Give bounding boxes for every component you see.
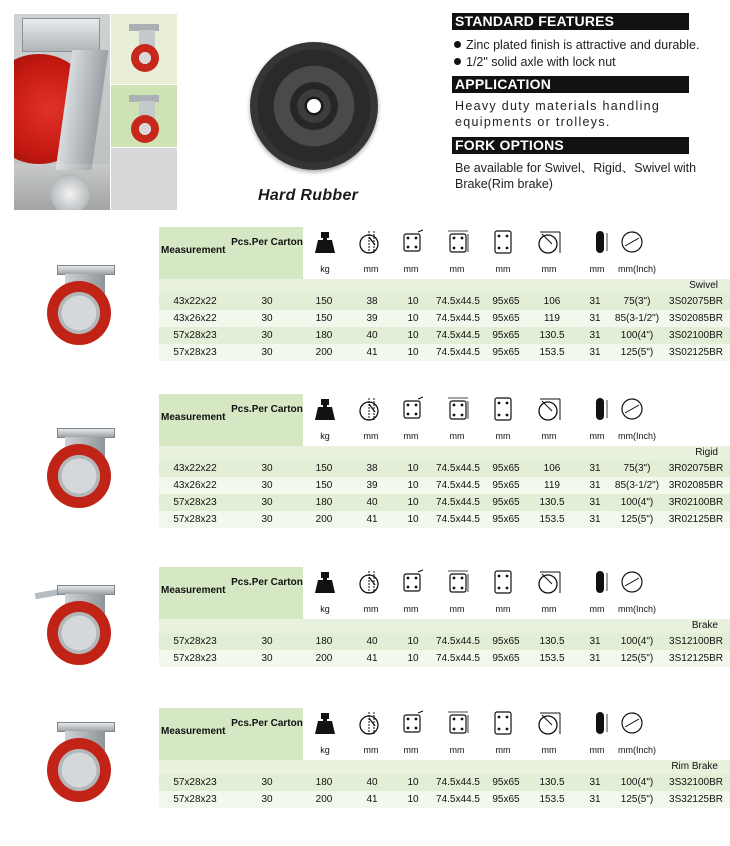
cell-overall-height-mm: 153.5 (539, 794, 565, 805)
cell-overall-height-mm: 130.5 (539, 330, 565, 341)
load-weight-icon (311, 396, 339, 422)
overall-height-icon (537, 229, 565, 255)
pcs-per-carton-header: Pcs.Per Carton (231, 718, 303, 729)
cell-load-kg: 150 (315, 480, 333, 491)
cell-wheel-diameter: 85(3-1/2") (614, 313, 660, 324)
cell-overall-height-mm: 153.5 (539, 347, 565, 358)
cell-top-plate-mm: 74.5x44.5 (436, 514, 480, 525)
offset-icon (357, 396, 385, 422)
table-row (159, 344, 730, 361)
cell-top-plate-mm: 74.5x44.5 (436, 296, 480, 307)
unit-mm-inch: mm(Inch) (618, 264, 656, 274)
caster-type-label: Brake (691, 620, 718, 631)
unit-mm: mm (363, 431, 379, 441)
unit-mm: mm (363, 264, 379, 274)
cell-offset-mm: 41 (366, 653, 378, 664)
measurement-header: Measurement (161, 245, 226, 256)
bolt-hole-icon (399, 710, 427, 736)
unit-mm: mm (541, 264, 557, 274)
table-row (159, 633, 730, 650)
cell-bolt-spacing-mm: 95x65 (492, 330, 520, 341)
cell-bolt-spacing-mm: 95x65 (492, 480, 520, 491)
load-weight-icon (311, 569, 339, 595)
header-cell-pcs (231, 567, 303, 619)
table-row (159, 327, 730, 344)
cell-measurement: 43x22x22 (173, 296, 217, 307)
cell-bolt-hole-mm: 10 (407, 296, 419, 307)
top-plate-icon (489, 396, 517, 422)
cell-overall-height-mm: 130.5 (539, 636, 565, 647)
cell-offset-mm: 39 (366, 480, 378, 491)
unit-kg: kg (320, 264, 330, 274)
cell-wheel-width-mm: 31 (589, 347, 601, 358)
cell-pcs-per-carton: 30 (261, 480, 273, 491)
top-plate-icon (489, 569, 517, 595)
cell-wheel-width-mm: 31 (589, 636, 601, 647)
cell-bolt-hole-mm: 10 (407, 463, 419, 474)
unit-mm: mm (589, 745, 605, 755)
cell-wheel-width-mm: 31 (589, 313, 601, 324)
cell-top-plate-mm: 74.5x44.5 (436, 330, 480, 341)
unit-mm: mm (403, 264, 419, 274)
cell-bolt-spacing-mm: 95x65 (492, 463, 520, 474)
unit-kg: kg (320, 745, 330, 755)
type-row (159, 279, 730, 293)
cell-pcs-per-carton: 30 (261, 463, 273, 474)
cell-bolt-hole-mm: 10 (407, 480, 419, 491)
bolt-spacing-icon (445, 569, 473, 595)
cell-top-plate-mm: 74.5x44.5 (436, 497, 480, 508)
unit-mm: mm (449, 745, 465, 755)
unit-mm: mm (541, 431, 557, 441)
pcs-per-carton-header: Pcs.Per Carton (231, 404, 303, 415)
cell-measurement: 57x28x23 (173, 514, 217, 525)
cell-offset-mm: 40 (366, 497, 378, 508)
unit-mm: mm (449, 264, 465, 274)
cell-offset-mm: 38 (366, 296, 378, 307)
cell-overall-height-mm: 130.5 (539, 497, 565, 508)
cell-measurement: 57x28x23 (173, 794, 217, 805)
cell-overall-height-mm: 119 (544, 313, 560, 324)
wheel-width-icon (587, 396, 615, 422)
cell-pcs-per-carton: 30 (261, 313, 273, 324)
unit-mm-inch: mm(Inch) (618, 431, 656, 441)
unit-mm-inch: mm(Inch) (618, 745, 656, 755)
cell-item-code: 3S12125BR (669, 653, 723, 664)
pcs-per-carton-header: Pcs.Per Carton (231, 237, 303, 248)
cell-measurement: 43x26x22 (173, 313, 217, 324)
table-row (159, 774, 730, 791)
cell-top-plate-mm: 74.5x44.5 (436, 347, 480, 358)
table-row (159, 477, 730, 494)
cell-load-kg: 200 (315, 514, 333, 525)
table-row (159, 791, 730, 808)
load-weight-icon (311, 710, 339, 736)
offset-icon (357, 569, 385, 595)
wheel-width-icon (587, 229, 615, 255)
unit-mm: mm (449, 431, 465, 441)
standard-features-heading: STANDARD FEATURES (452, 13, 689, 30)
cell-wheel-diameter: 125(5") (620, 514, 654, 525)
cell-load-kg: 150 (315, 313, 333, 324)
cell-load-kg: 200 (315, 653, 333, 664)
cell-item-code: 3R02085BR (668, 480, 724, 491)
cell-measurement: 43x22x22 (173, 463, 217, 474)
caster-hub-thumbnail (111, 148, 177, 210)
overall-height-icon (537, 710, 565, 736)
cell-measurement: 57x28x23 (173, 777, 217, 788)
swivel-caster-photo (35, 265, 131, 345)
cell-measurement: 57x28x23 (173, 347, 217, 358)
unit-mm: mm (541, 745, 557, 755)
bolt-hole-icon (399, 229, 427, 255)
cell-measurement: 57x28x23 (173, 636, 217, 647)
cell-wheel-diameter: 100(4") (620, 777, 654, 788)
caster-thumbnail-green (111, 85, 177, 147)
cell-item-code: 3R02125BR (668, 514, 724, 525)
cell-wheel-diameter: 100(4") (620, 330, 654, 341)
cell-bolt-hole-mm: 10 (407, 514, 419, 525)
cell-bolt-spacing-mm: 95x65 (492, 514, 520, 525)
cell-item-code: 3S32125BR (669, 794, 723, 805)
unit-mm: mm (403, 431, 419, 441)
cell-bolt-hole-mm: 10 (407, 313, 419, 324)
cell-bolt-spacing-mm: 95x65 (492, 636, 520, 647)
cell-wheel-width-mm: 31 (589, 794, 601, 805)
cell-top-plate-mm: 74.5x44.5 (436, 653, 480, 664)
unit-mm: mm (589, 604, 605, 614)
wheel-width-icon (587, 569, 615, 595)
table-row (159, 460, 730, 477)
offset-icon (357, 710, 385, 736)
cell-offset-mm: 40 (366, 777, 378, 788)
unit-mm: mm (541, 604, 557, 614)
brake-caster-photo (35, 585, 131, 665)
cell-pcs-per-carton: 30 (261, 777, 273, 788)
cell-pcs-per-carton: 30 (261, 347, 273, 358)
spec-table (159, 394, 730, 528)
cell-bolt-hole-mm: 10 (407, 347, 419, 358)
bolt-spacing-icon (445, 710, 473, 736)
caster-type-label: Swivel (689, 280, 718, 291)
cell-wheel-width-mm: 31 (589, 463, 601, 474)
cell-overall-height-mm: 153.5 (539, 514, 565, 525)
bolt-spacing-icon (445, 229, 473, 255)
cell-wheel-diameter: 125(5") (620, 347, 654, 358)
feature-item: 1/2" solid axle with lock nut (454, 55, 616, 69)
unit-mm: mm (495, 431, 511, 441)
feature-item: Zinc plated finish is attractive and durable. (454, 38, 699, 52)
wheel-diameter-icon (619, 710, 647, 736)
wheel-caption: Hard Rubber (258, 187, 359, 204)
measurement-header: Measurement (161, 585, 226, 596)
unit-mm: mm (495, 264, 511, 274)
cell-top-plate-mm: 74.5x44.5 (436, 636, 480, 647)
cell-top-plate-mm: 74.5x44.5 (436, 777, 480, 788)
type-row (159, 619, 730, 633)
cell-item-code: 3R02075BR (668, 463, 724, 474)
overall-height-icon (537, 569, 565, 595)
application-heading: APPLICATION (452, 76, 689, 93)
cell-wheel-width-mm: 31 (589, 497, 601, 508)
cell-bolt-hole-mm: 10 (407, 497, 419, 508)
caster-type-label: Rim Brake (671, 761, 718, 772)
cell-overall-height-mm: 106 (543, 296, 561, 307)
cell-pcs-per-carton: 30 (261, 330, 273, 341)
cell-wheel-diameter: 100(4") (620, 636, 654, 647)
cell-offset-mm: 38 (366, 463, 378, 474)
cell-top-plate-mm: 74.5x44.5 (436, 480, 480, 491)
cell-bolt-spacing-mm: 95x65 (492, 347, 520, 358)
cell-load-kg: 150 (315, 296, 333, 307)
cell-load-kg: 180 (315, 777, 333, 788)
unit-mm: mm (363, 745, 379, 755)
cell-measurement: 43x26x22 (173, 480, 217, 491)
cell-measurement: 57x28x23 (173, 330, 217, 341)
cell-wheel-width-mm: 31 (589, 296, 601, 307)
cell-wheel-diameter: 100(4") (620, 497, 654, 508)
table-row (159, 310, 730, 327)
bolt-spacing-icon (445, 396, 473, 422)
cell-offset-mm: 39 (366, 313, 378, 324)
type-row (159, 446, 730, 460)
load-weight-icon (311, 229, 339, 255)
rigid-caster-photo (35, 428, 131, 508)
cell-measurement: 57x28x23 (173, 497, 217, 508)
cell-item-code: 3S02100BR (669, 330, 723, 341)
unit-mm: mm (589, 431, 605, 441)
cell-load-kg: 180 (315, 497, 333, 508)
rim-brake-caster-photo (35, 722, 131, 814)
cell-overall-height-mm: 130.5 (539, 777, 565, 788)
cell-overall-height-mm: 106 (543, 463, 561, 474)
spec-table (159, 227, 730, 361)
cell-item-code: 3R02100BR (668, 497, 724, 508)
spec-table (159, 567, 730, 667)
cell-pcs-per-carton: 30 (261, 514, 273, 525)
cell-item-code: 3S02085BR (669, 313, 723, 324)
cell-top-plate-mm: 74.5x44.5 (436, 463, 480, 474)
wheel-width-icon (587, 710, 615, 736)
cell-pcs-per-carton: 30 (261, 296, 273, 307)
unit-mm: mm (495, 745, 511, 755)
bolt-hole-icon (399, 396, 427, 422)
cell-wheel-diameter: 75(3") (623, 463, 651, 474)
unit-kg: kg (320, 431, 330, 441)
cell-top-plate-mm: 74.5x44.5 (436, 794, 480, 805)
cell-item-code: 3S02075BR (669, 296, 723, 307)
cell-bolt-spacing-mm: 95x65 (492, 777, 520, 788)
hard-rubber-wheel-image (250, 42, 378, 170)
header-cell-pcs (231, 708, 303, 760)
cell-bolt-spacing-mm: 95x65 (492, 296, 520, 307)
application-text: Heavy duty materials handling equipments or trolleys. (455, 99, 661, 129)
cell-bolt-hole-mm: 10 (407, 777, 419, 788)
table-row (159, 494, 730, 511)
unit-mm-inch: mm(Inch) (618, 604, 656, 614)
cell-wheel-width-mm: 31 (589, 330, 601, 341)
overall-height-icon (537, 396, 565, 422)
measurement-header: Measurement (161, 412, 226, 423)
spec-table (159, 708, 730, 808)
unit-mm: mm (449, 604, 465, 614)
cell-bolt-hole-mm: 10 (407, 794, 419, 805)
cell-offset-mm: 41 (366, 794, 378, 805)
unit-kg: kg (320, 604, 330, 614)
cell-load-kg: 200 (315, 347, 333, 358)
unit-mm: mm (403, 745, 419, 755)
caster-type-label: Rigid (695, 447, 718, 458)
table-row (159, 650, 730, 667)
unit-mm: mm (495, 604, 511, 614)
cell-wheel-width-mm: 31 (589, 514, 601, 525)
table-row (159, 293, 730, 310)
cell-offset-mm: 40 (366, 636, 378, 647)
cell-pcs-per-carton: 30 (261, 497, 273, 508)
cell-wheel-width-mm: 31 (589, 777, 601, 788)
cell-bolt-spacing-mm: 95x65 (492, 313, 520, 324)
fork-options-heading: FORK OPTIONS (452, 137, 689, 154)
cell-wheel-diameter: 125(5") (620, 653, 654, 664)
cell-load-kg: 180 (315, 330, 333, 341)
wheel-diameter-icon (619, 396, 647, 422)
cell-wheel-width-mm: 31 (589, 653, 601, 664)
bullet-icon (454, 41, 461, 48)
bullet-icon (454, 58, 461, 65)
cell-item-code: 3S02125BR (669, 347, 723, 358)
wheel-diameter-icon (619, 569, 647, 595)
cell-bolt-hole-mm: 10 (407, 330, 419, 341)
swivel-caster-thumbnail (111, 14, 177, 84)
cell-offset-mm: 41 (366, 514, 378, 525)
pcs-per-carton-header: Pcs.Per Carton (231, 577, 303, 588)
header-cell-pcs (231, 227, 303, 279)
type-row (159, 760, 730, 774)
cell-offset-mm: 40 (366, 330, 378, 341)
cell-measurement: 57x28x23 (173, 653, 217, 664)
top-plate-icon (489, 710, 517, 736)
table-row (159, 511, 730, 528)
cell-bolt-hole-mm: 10 (407, 636, 419, 647)
offset-icon (357, 229, 385, 255)
cell-load-kg: 180 (315, 636, 333, 647)
cell-wheel-width-mm: 31 (589, 480, 601, 491)
cell-pcs-per-carton: 30 (261, 794, 273, 805)
cell-wheel-diameter: 85(3-1/2") (614, 480, 660, 491)
cell-wheel-diameter: 125(5") (620, 794, 654, 805)
cell-bolt-hole-mm: 10 (407, 653, 419, 664)
fork-options-text: Be available for Swivel、Rigid、Swivel with Brake(Rim brake) (455, 161, 697, 191)
unit-mm: mm (403, 604, 419, 614)
cell-pcs-per-carton: 30 (261, 653, 273, 664)
wheel-diameter-icon (619, 229, 647, 255)
caster-closeup-photo (14, 14, 110, 210)
top-plate-icon (489, 229, 517, 255)
cell-wheel-diameter: 75(3") (623, 296, 651, 307)
unit-mm: mm (589, 264, 605, 274)
cell-bolt-spacing-mm: 95x65 (492, 794, 520, 805)
cell-item-code: 3S12100BR (669, 636, 723, 647)
measurement-header: Measurement (161, 726, 226, 737)
cell-offset-mm: 41 (366, 347, 378, 358)
cell-load-kg: 200 (315, 794, 333, 805)
cell-bolt-spacing-mm: 95x65 (492, 497, 520, 508)
cell-bolt-spacing-mm: 95x65 (492, 653, 520, 664)
header-cell-pcs (231, 394, 303, 446)
cell-item-code: 3S32100BR (669, 777, 723, 788)
cell-overall-height-mm: 119 (544, 480, 560, 491)
cell-load-kg: 150 (315, 463, 333, 474)
cell-overall-height-mm: 153.5 (539, 653, 565, 664)
cell-top-plate-mm: 74.5x44.5 (436, 313, 480, 324)
unit-mm: mm (363, 604, 379, 614)
bolt-hole-icon (399, 569, 427, 595)
cell-pcs-per-carton: 30 (261, 636, 273, 647)
